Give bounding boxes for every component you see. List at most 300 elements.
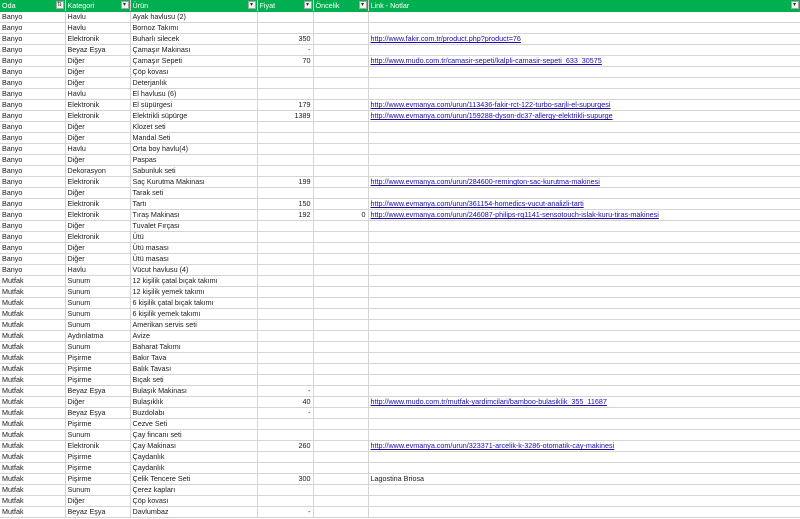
cell-kategori[interactable]: Diğer [65, 397, 130, 408]
cell-urun[interactable]: Buharlı silecek [130, 34, 257, 45]
cell-link[interactable] [368, 232, 800, 243]
cell-fiyat[interactable] [257, 188, 313, 199]
cell-oncelik[interactable] [313, 23, 368, 34]
cell-kategori[interactable]: Beyaz Eşya [65, 45, 130, 56]
cell-urun[interactable]: Bulaşıklık [130, 397, 257, 408]
cell-oda[interactable]: Banyo [0, 78, 65, 89]
cell-kategori[interactable]: Diğer [65, 155, 130, 166]
cell-fiyat[interactable] [257, 133, 313, 144]
cell-fiyat[interactable]: - [257, 408, 313, 419]
cell-fiyat[interactable] [257, 375, 313, 386]
cell-oncelik[interactable] [313, 100, 368, 111]
cell-oda[interactable]: Banyo [0, 89, 65, 100]
cell-fiyat[interactable]: - [257, 507, 313, 518]
cell-oncelik[interactable] [313, 221, 368, 232]
cell-oncelik[interactable] [313, 287, 368, 298]
hyperlink[interactable]: http://www.evmanya.com/urun/246087-philips-rq1141-sensotouch-islak-kuru-tiras-makinesi [370, 210, 659, 219]
cell-oncelik[interactable] [313, 452, 368, 463]
cell-oda[interactable]: Banyo [0, 199, 65, 210]
cell-oda[interactable]: Mutfak [0, 474, 65, 485]
cell-fiyat[interactable] [257, 89, 313, 100]
header-link[interactable] [368, 0, 800, 12]
cell-oncelik[interactable] [313, 144, 368, 155]
cell-link[interactable] [368, 67, 800, 78]
cell-fiyat[interactable]: 40 [257, 397, 313, 408]
cell-oda[interactable]: Banyo [0, 100, 65, 111]
cell-link[interactable] [368, 331, 800, 342]
cell-fiyat[interactable] [257, 232, 313, 243]
cell-oda[interactable]: Mutfak [0, 309, 65, 320]
cell-link[interactable] [368, 100, 800, 111]
cell-oncelik[interactable] [313, 243, 368, 254]
cell-urun[interactable]: Ütü masası [130, 254, 257, 265]
cell-urun[interactable]: Tuvalet Fırçası [130, 221, 257, 232]
cell-oncelik[interactable] [313, 496, 368, 507]
table-row [0, 342, 800, 353]
cell-fiyat[interactable] [257, 78, 313, 89]
cell-link[interactable] [368, 320, 800, 331]
cell-kategori[interactable]: Diğer [65, 496, 130, 507]
cell-oda[interactable]: Mutfak [0, 485, 65, 496]
cell-urun[interactable]: Klozet seti [130, 122, 257, 133]
cell-kategori[interactable]: Havlu [65, 23, 130, 34]
cell-oncelik[interactable] [313, 419, 368, 430]
hyperlink[interactable]: http://www.evmanya.com/urun/113436-fakir-rct-122-turbo-sarjli-el-supurgesi [370, 100, 611, 109]
cell-urun[interactable]: 12 kişilik yemek takımı [130, 287, 257, 298]
hyperlink[interactable]: http://www.evmanya.com/urun/361154-homedics-vucut-analizli-tarti [370, 199, 584, 208]
cell-link[interactable] [368, 89, 800, 100]
cell-fiyat[interactable]: 179 [257, 100, 313, 111]
cell-fiyat[interactable] [257, 353, 313, 364]
cell-urun[interactable]: Tarak seti [130, 188, 257, 199]
cell-oda[interactable]: Banyo [0, 45, 65, 56]
cell-urun[interactable]: El süpürgesi [130, 100, 257, 111]
cell-oncelik[interactable] [313, 507, 368, 518]
cell-urun[interactable]: Baharat Takımı [130, 342, 257, 353]
cell-oncelik[interactable] [313, 12, 368, 23]
cell-oda[interactable]: Banyo [0, 166, 65, 177]
cell-link[interactable] [368, 12, 800, 23]
cell-urun[interactable]: Tartı [130, 199, 257, 210]
cell-urun[interactable]: Çaydanlık [130, 463, 257, 474]
cell-link[interactable] [368, 430, 800, 441]
cell-oda[interactable]: Banyo [0, 133, 65, 144]
cell-kategori[interactable]: Diğer [65, 56, 130, 67]
cell-oncelik[interactable] [313, 155, 368, 166]
cell-kategori[interactable]: Diğer [65, 243, 130, 254]
cell-urun[interactable]: Orta boy havlu(4) [130, 144, 257, 155]
cell-kategori[interactable]: Beyaz Eşya [65, 507, 130, 518]
cell-oncelik[interactable] [313, 320, 368, 331]
cell-oda[interactable]: Mutfak [0, 430, 65, 441]
cell-urun[interactable]: Ütü [130, 232, 257, 243]
cell-oda[interactable]: Banyo [0, 232, 65, 243]
cell-kategori[interactable]: Diğer [65, 78, 130, 89]
filter-dropdown-icon[interactable]: ▾ [359, 1, 367, 9]
cell-fiyat[interactable] [257, 12, 313, 23]
cell-kategori[interactable]: Elektronik [65, 34, 130, 45]
cell-fiyat[interactable] [257, 485, 313, 496]
cell-kategori[interactable]: Sunum [65, 485, 130, 496]
cell-kategori[interactable]: Sunum [65, 298, 130, 309]
cell-urun[interactable]: Bakır Tava [130, 353, 257, 364]
cell-oda[interactable]: Mutfak [0, 386, 65, 397]
table-row [0, 12, 800, 23]
hyperlink[interactable]: http://www.evmanya.com/urun/323371-arcelik-k-3286-otomatik-cay-makinesi [370, 441, 615, 450]
cell-urun[interactable]: Çerez kapları [130, 485, 257, 496]
cell-fiyat[interactable] [257, 342, 313, 353]
cell-link[interactable] [368, 78, 800, 89]
cell-oncelik[interactable] [313, 78, 368, 89]
cell-kategori[interactable]: Pişirme [65, 419, 130, 430]
cell-oncelik[interactable] [313, 276, 368, 287]
cell-link[interactable] [368, 265, 800, 276]
cell-kategori[interactable]: Beyaz Eşya [65, 408, 130, 419]
hyperlink[interactable]: http://www.evmanya.com/urun/159288-dyson-dc37-allergy-elektrikli-supurge [370, 111, 613, 120]
cell-link[interactable] [368, 397, 800, 408]
cell-oncelik[interactable] [313, 485, 368, 496]
cell-oncelik[interactable] [313, 34, 368, 45]
cell-link[interactable] [368, 122, 800, 133]
cell-oda[interactable]: Banyo [0, 155, 65, 166]
cell-kategori[interactable]: Sunum [65, 430, 130, 441]
header-oncelik[interactable] [313, 0, 368, 12]
cell-fiyat[interactable] [257, 221, 313, 232]
cell-kategori[interactable]: Aydınlatma [65, 331, 130, 342]
cell-urun[interactable]: El havlusu (6) [130, 89, 257, 100]
cell-link[interactable] [368, 386, 800, 397]
cell-kategori[interactable]: Havlu [65, 144, 130, 155]
cell-oda[interactable]: Banyo [0, 67, 65, 78]
cell-oncelik[interactable] [313, 56, 368, 67]
cell-kategori[interactable]: Elektronik [65, 111, 130, 122]
cell-fiyat[interactable] [257, 144, 313, 155]
cell-urun[interactable]: Çamaşır Makinası [130, 45, 257, 56]
cell-kategori[interactable]: Elektronik [65, 100, 130, 111]
cell-oda[interactable]: Mutfak [0, 320, 65, 331]
cell-oncelik[interactable] [313, 254, 368, 265]
cell-oncelik[interactable] [313, 463, 368, 474]
cell-oncelik[interactable] [313, 199, 368, 210]
cell-fiyat[interactable] [257, 166, 313, 177]
cell-kategori[interactable]: Pişirme [65, 375, 130, 386]
cell-oda[interactable]: Mutfak [0, 353, 65, 364]
cell-oncelik[interactable] [313, 122, 368, 133]
cell-urun[interactable]: Sabunluk seti [130, 166, 257, 177]
cell-kategori[interactable]: Diğer [65, 221, 130, 232]
cell-oncelik[interactable] [313, 430, 368, 441]
cell-link[interactable]: Lagostina Briosa [368, 474, 800, 485]
cell-kategori[interactable]: Diğer [65, 254, 130, 265]
cell-oda[interactable]: Banyo [0, 243, 65, 254]
cell-kategori[interactable]: Pişirme [65, 452, 130, 463]
cell-oda[interactable]: Mutfak [0, 331, 65, 342]
cell-oncelik[interactable] [313, 45, 368, 56]
cell-kategori[interactable]: Pişirme [65, 463, 130, 474]
cell-oncelik[interactable] [313, 364, 368, 375]
cell-oda[interactable]: Banyo [0, 177, 65, 188]
cell-link[interactable] [368, 452, 800, 463]
cell-link[interactable] [368, 287, 800, 298]
cell-link[interactable] [368, 419, 800, 430]
cell-link[interactable] [368, 408, 800, 419]
cell-oda[interactable]: Mutfak [0, 408, 65, 419]
filter-dropdown-icon[interactable]: ▾ [304, 1, 312, 9]
cell-link[interactable] [368, 441, 800, 452]
cell-oncelik[interactable]: 0 [313, 210, 368, 221]
cell-fiyat[interactable]: 1389 [257, 111, 313, 122]
cell-fiyat[interactable] [257, 419, 313, 430]
cell-fiyat[interactable]: 300 [257, 474, 313, 485]
cell-link[interactable] [368, 496, 800, 507]
cell-kategori[interactable]: Havlu [65, 89, 130, 100]
cell-urun[interactable]: Bıçak seti [130, 375, 257, 386]
cell-link[interactable] [368, 23, 800, 34]
cell-oda[interactable]: Mutfak [0, 441, 65, 452]
cell-link[interactable] [368, 353, 800, 364]
cell-fiyat[interactable] [257, 309, 313, 320]
cell-oda[interactable]: Mutfak [0, 507, 65, 518]
filter-dropdown-icon[interactable]: ▾ [248, 1, 256, 9]
cell-fiyat[interactable] [257, 298, 313, 309]
cell-urun[interactable]: Davlumbaz [130, 507, 257, 518]
cell-link[interactable] [368, 276, 800, 287]
cell-oncelik[interactable] [313, 386, 368, 397]
cell-oncelik[interactable] [313, 232, 368, 243]
cell-link[interactable] [368, 188, 800, 199]
cell-oncelik[interactable] [313, 166, 368, 177]
cell-oda[interactable]: Mutfak [0, 342, 65, 353]
header-urun[interactable] [130, 0, 257, 12]
cell-oda[interactable]: Mutfak [0, 463, 65, 474]
cell-oncelik[interactable] [313, 188, 368, 199]
cell-link[interactable] [368, 166, 800, 177]
cell-oncelik[interactable] [313, 342, 368, 353]
cell-oda[interactable]: Mutfak [0, 496, 65, 507]
cell-fiyat[interactable]: 192 [257, 210, 313, 221]
cell-kategori[interactable]: Diğer [65, 133, 130, 144]
cell-link[interactable] [368, 155, 800, 166]
cell-link[interactable] [368, 309, 800, 320]
cell-fiyat[interactable] [257, 463, 313, 474]
header-oda[interactable] [0, 0, 65, 12]
cell-kategori[interactable]: Sunum [65, 342, 130, 353]
hyperlink[interactable]: http://www.mudo.com.tr/camasir-sepeti/kalpli-camasir-sepeti_633_30575 [370, 56, 602, 65]
cell-kategori[interactable]: Elektronik [65, 177, 130, 188]
cell-kategori[interactable]: Elektronik [65, 210, 130, 221]
cell-fiyat[interactable] [257, 430, 313, 441]
cell-oncelik[interactable] [313, 265, 368, 276]
cell-urun[interactable]: 6 kişilik yemek takımı [130, 309, 257, 320]
cell-urun[interactable]: Balık Tavası [130, 364, 257, 375]
cell-fiyat[interactable]: 199 [257, 177, 313, 188]
header-fiyat[interactable] [257, 0, 313, 12]
cell-oda[interactable]: Mutfak [0, 397, 65, 408]
cell-kategori[interactable]: Elektronik [65, 232, 130, 243]
cell-urun[interactable]: Çöp kovası [130, 496, 257, 507]
cell-link[interactable] [368, 133, 800, 144]
cell-oda[interactable]: Mutfak [0, 276, 65, 287]
cell-oda[interactable]: Banyo [0, 12, 65, 23]
cell-fiyat[interactable] [257, 67, 313, 78]
cell-oncelik[interactable] [313, 474, 368, 485]
header-kategori[interactable] [65, 0, 130, 12]
cell-link[interactable] [368, 342, 800, 353]
cell-oda[interactable]: Mutfak [0, 364, 65, 375]
cell-oda[interactable]: Mutfak [0, 452, 65, 463]
cell-urun[interactable]: Çaydanlık [130, 452, 257, 463]
cell-link[interactable] [368, 111, 800, 122]
cell-link[interactable] [368, 243, 800, 254]
cell-oda[interactable]: Mutfak [0, 287, 65, 298]
cell-urun[interactable]: Tıraş Makinası [130, 210, 257, 221]
cell-link[interactable] [368, 507, 800, 518]
cell-oncelik[interactable] [313, 133, 368, 144]
table-row [0, 100, 800, 111]
cell-oda[interactable]: Mutfak [0, 375, 65, 386]
cell-urun[interactable]: Paspas [130, 155, 257, 166]
cell-kategori[interactable]: Pişirme [65, 474, 130, 485]
cell-link[interactable] [368, 56, 800, 67]
hyperlink[interactable]: http://www.fakir.com.tr/product.php?product=76 [370, 34, 521, 43]
cell-oda[interactable]: Banyo [0, 188, 65, 199]
cell-urun[interactable]: Ütü masası [130, 243, 257, 254]
cell-kategori[interactable]: Sunum [65, 287, 130, 298]
cell-oncelik[interactable] [313, 441, 368, 452]
cell-oda[interactable]: Banyo [0, 34, 65, 45]
cell-fiyat[interactable] [257, 276, 313, 287]
cell-kategori[interactable]: Havlu [65, 265, 130, 276]
cell-link[interactable] [368, 463, 800, 474]
cell-oda[interactable]: Banyo [0, 144, 65, 155]
cell-kategori[interactable]: Elektronik [65, 199, 130, 210]
cell-urun[interactable]: Avize [130, 331, 257, 342]
cell-link[interactable] [368, 485, 800, 496]
cell-fiyat[interactable] [257, 122, 313, 133]
cell-link[interactable] [368, 210, 800, 221]
cell-urun[interactable]: Amerikan servis seti [130, 320, 257, 331]
cell-oncelik[interactable] [313, 331, 368, 342]
cell-link[interactable] [368, 199, 800, 210]
cell-oncelik[interactable] [313, 309, 368, 320]
cell-urun[interactable]: Çamaşır Sepeti [130, 56, 257, 67]
cell-oda[interactable]: Banyo [0, 221, 65, 232]
cell-kategori[interactable]: Havlu [65, 12, 130, 23]
cell-urun[interactable]: 12 kişilik çatal bıçak takımı [130, 276, 257, 287]
cell-urun[interactable]: Çöp kovası [130, 67, 257, 78]
cell-oncelik[interactable] [313, 67, 368, 78]
cell-oncelik[interactable] [313, 375, 368, 386]
cell-link[interactable] [368, 254, 800, 265]
filter-dropdown-icon[interactable]: ▾ [121, 1, 129, 9]
filter-sorted-icon[interactable]: ⇅ [56, 2, 63, 8]
cell-urun[interactable]: 6 kişilik çatal bıçak takımı [130, 298, 257, 309]
cell-kategori[interactable]: Sunum [65, 276, 130, 287]
cell-oda[interactable]: Banyo [0, 210, 65, 221]
cell-fiyat[interactable] [257, 254, 313, 265]
filter-dropdown-icon[interactable]: ▾ [791, 1, 799, 9]
cell-kategori[interactable]: Pişirme [65, 364, 130, 375]
cell-fiyat[interactable]: - [257, 45, 313, 56]
cell-urun[interactable]: Bornoz Takımı [130, 23, 257, 34]
cell-fiyat[interactable] [257, 452, 313, 463]
cell-urun[interactable]: Elektrikli süpürge [130, 111, 257, 122]
hyperlink[interactable]: http://www.mudo.com.tr/mutfak-yardimcilari/bamboo-bulasiklik_355_11687 [370, 397, 607, 406]
cell-fiyat[interactable] [257, 265, 313, 276]
cell-fiyat[interactable]: - [257, 386, 313, 397]
cell-kategori[interactable]: Elektronik [65, 441, 130, 452]
cell-urun[interactable]: Çay fincanı seti [130, 430, 257, 441]
cell-oncelik[interactable] [313, 177, 368, 188]
cell-fiyat[interactable]: 350 [257, 34, 313, 45]
cell-oda[interactable]: Mutfak [0, 419, 65, 430]
cell-fiyat[interactable] [257, 155, 313, 166]
cell-oncelik[interactable] [313, 89, 368, 100]
cell-oda[interactable]: Banyo [0, 111, 65, 122]
cell-urun[interactable]: Mandal Seti [130, 133, 257, 144]
cell-link[interactable] [368, 45, 800, 56]
cell-fiyat[interactable] [257, 331, 313, 342]
cell-link[interactable] [368, 34, 800, 45]
cell-link[interactable] [368, 298, 800, 309]
cell-fiyat[interactable] [257, 23, 313, 34]
cell-oda[interactable]: Mutfak [0, 298, 65, 309]
cell-link[interactable] [368, 221, 800, 232]
cell-fiyat[interactable] [257, 243, 313, 254]
cell-oda[interactable]: Banyo [0, 254, 65, 265]
cell-urun[interactable]: Saç Kurutma Makinası [130, 177, 257, 188]
cell-urun[interactable]: Buzdolabı [130, 408, 257, 419]
cell-oncelik[interactable] [313, 111, 368, 122]
cell-oncelik[interactable] [313, 353, 368, 364]
cell-urun[interactable]: Ayak havlusu (2) [130, 12, 257, 23]
cell-kategori[interactable]: Beyaz Eşya [65, 386, 130, 397]
cell-fiyat[interactable]: 70 [257, 56, 313, 67]
cell-fiyat[interactable] [257, 320, 313, 331]
cell-fiyat[interactable]: 260 [257, 441, 313, 452]
cell-kategori[interactable]: Diğer [65, 67, 130, 78]
cell-urun[interactable]: Bulaşık Makinası [130, 386, 257, 397]
cell-urun[interactable]: Cezve Seti [130, 419, 257, 430]
cell-fiyat[interactable]: 150 [257, 199, 313, 210]
cell-kategori[interactable]: Diğer [65, 188, 130, 199]
cell-oda[interactable]: Banyo [0, 23, 65, 34]
hyperlink[interactable]: http://www.evmanya.com/urun/284600-remington-sac-kurutma-makinesi [370, 177, 600, 186]
cell-oda[interactable]: Banyo [0, 265, 65, 276]
cell-kategori[interactable]: Diğer [65, 122, 130, 133]
cell-urun[interactable]: Deterjanlık [130, 78, 257, 89]
cell-kategori[interactable]: Sunum [65, 320, 130, 331]
cell-urun[interactable]: Çelik Tencere Seti [130, 474, 257, 485]
cell-oda[interactable]: Banyo [0, 122, 65, 133]
cell-link[interactable] [368, 375, 800, 386]
cell-oncelik[interactable] [313, 298, 368, 309]
cell-kategori[interactable]: Pişirme [65, 353, 130, 364]
cell-link[interactable] [368, 364, 800, 375]
cell-kategori[interactable]: Sunum [65, 309, 130, 320]
cell-urun[interactable]: Çay Makinası [130, 441, 257, 452]
cell-link[interactable] [368, 144, 800, 155]
cell-kategori[interactable]: Dekorasyon [65, 166, 130, 177]
cell-oncelik[interactable] [313, 408, 368, 419]
cell-fiyat[interactable] [257, 364, 313, 375]
cell-oda[interactable]: Banyo [0, 56, 65, 67]
cell-link[interactable] [368, 177, 800, 188]
cell-fiyat[interactable] [257, 287, 313, 298]
cell-oncelik[interactable] [313, 397, 368, 408]
cell-fiyat[interactable] [257, 496, 313, 507]
cell-urun[interactable]: Vücut havlusu (4) [130, 265, 257, 276]
